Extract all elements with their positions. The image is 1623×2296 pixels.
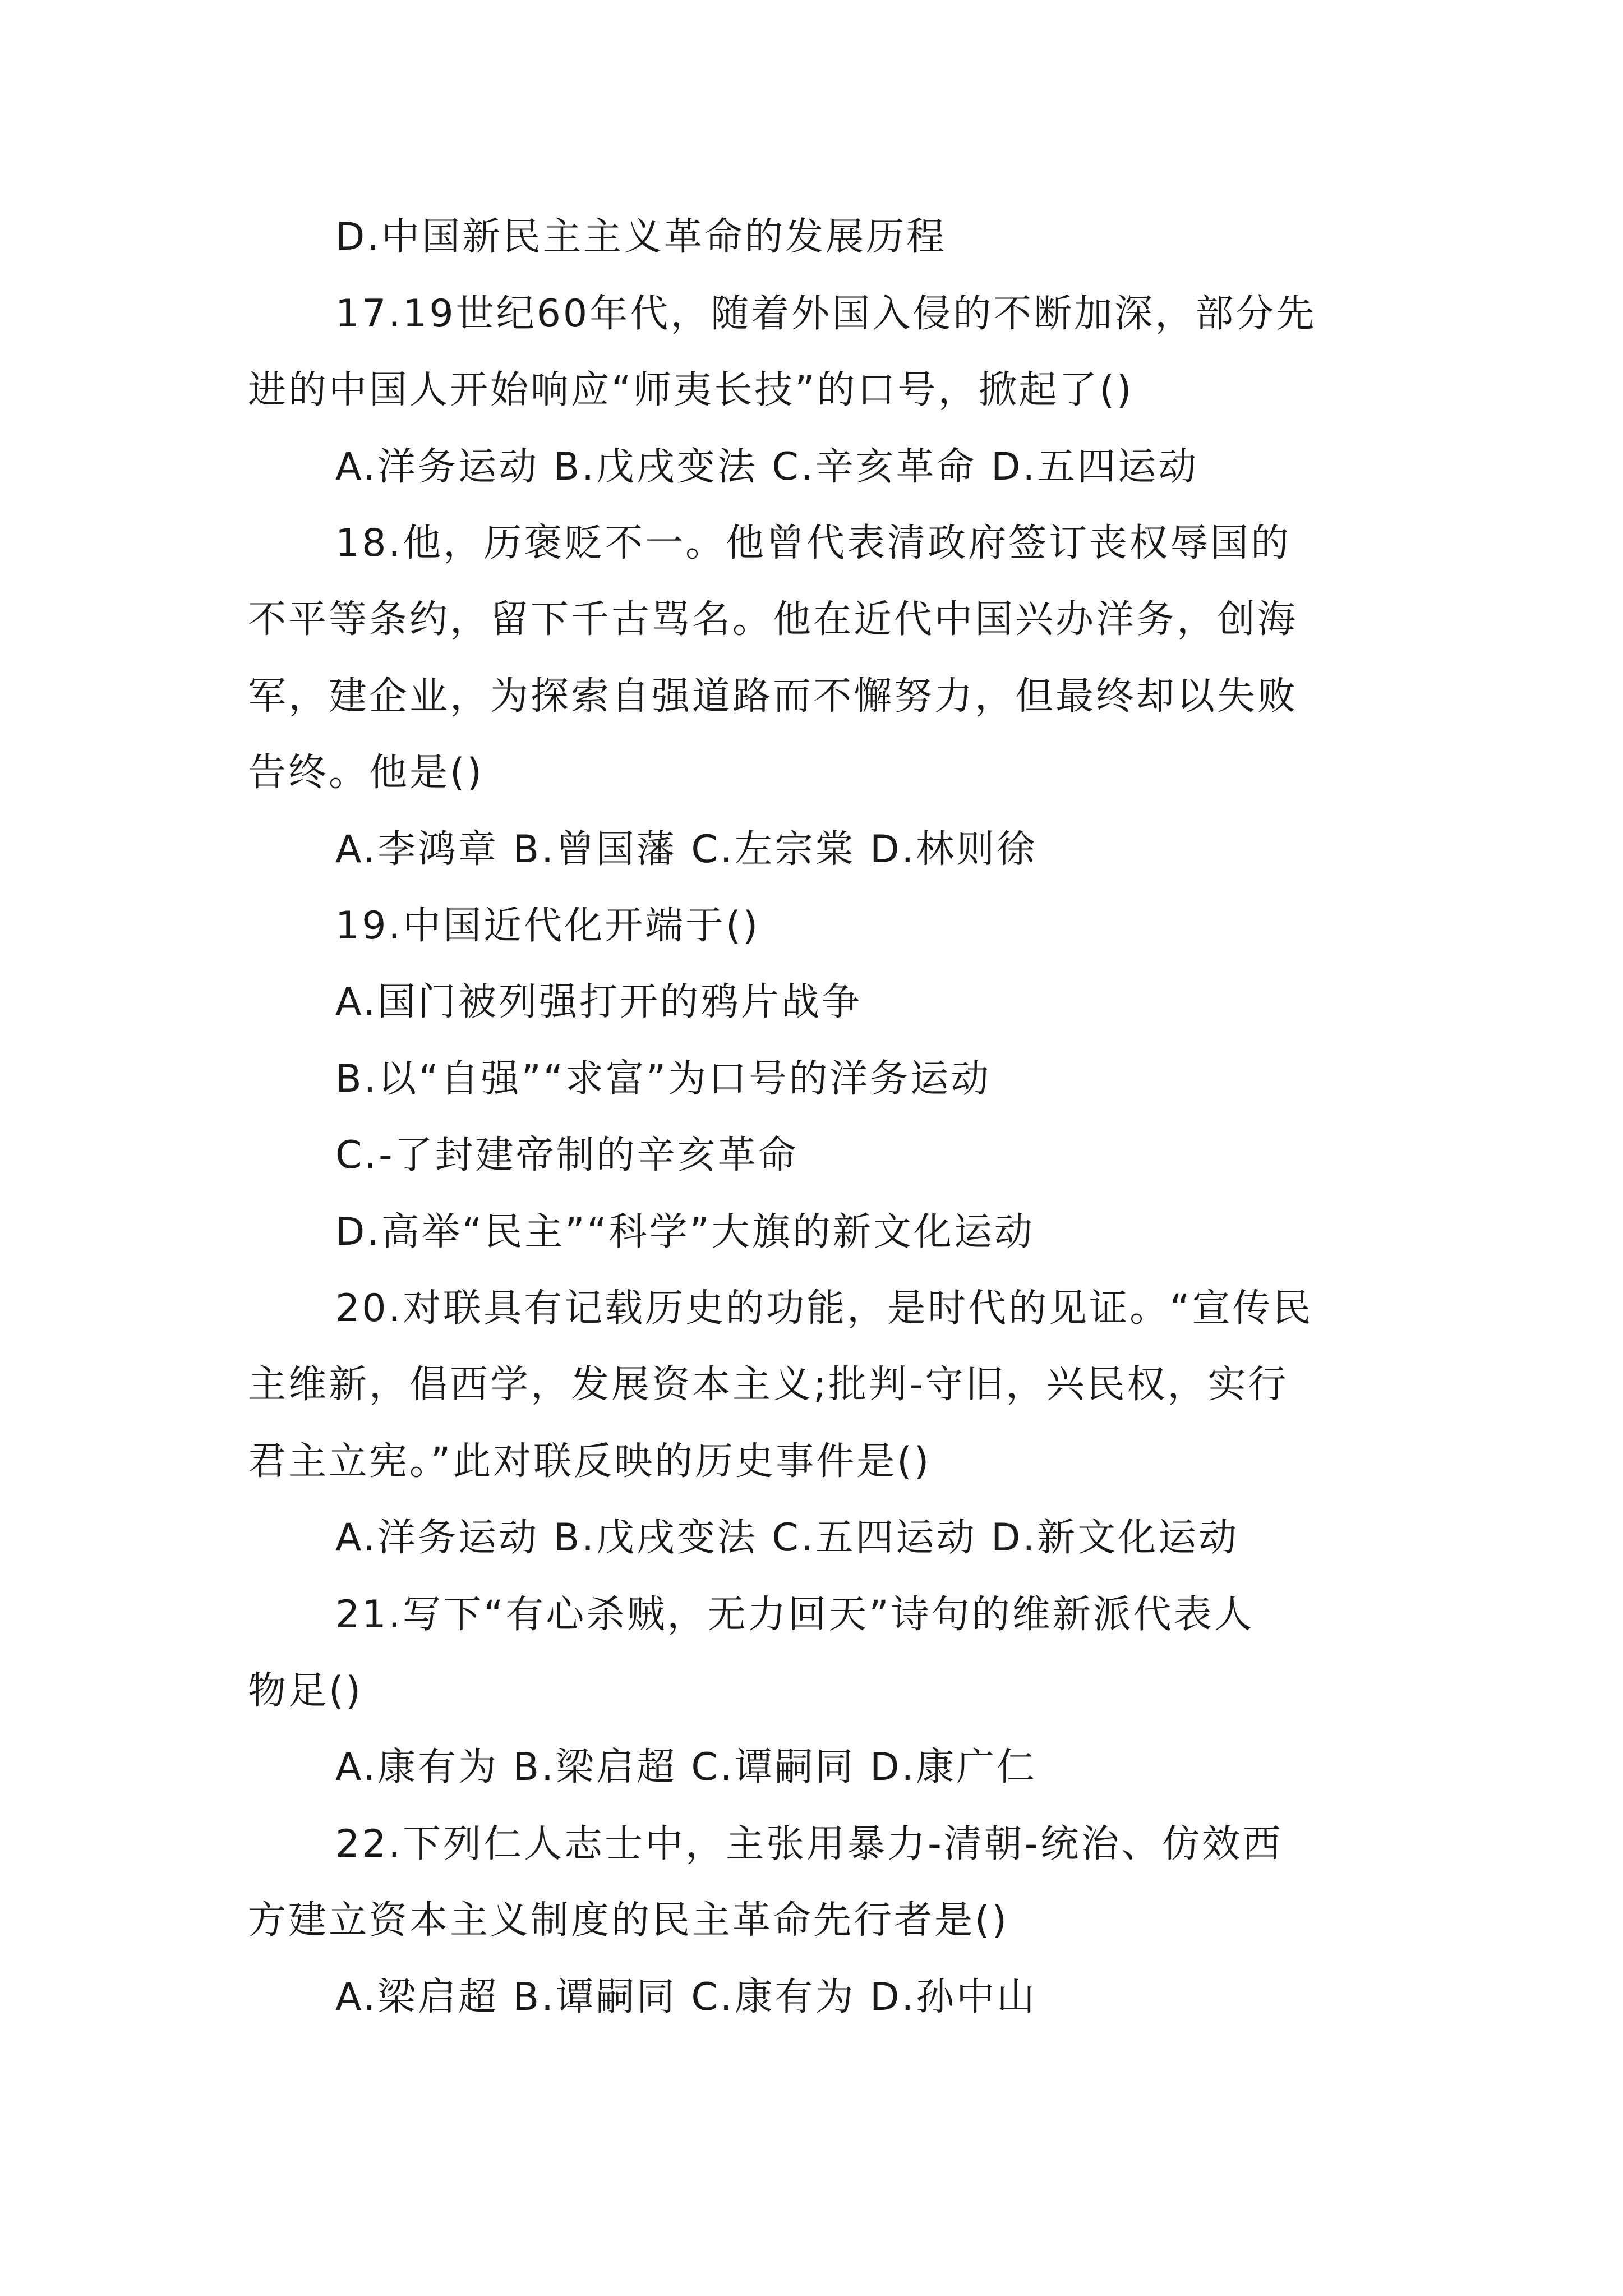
question-18-line-4: 告终。他是() <box>248 751 485 795</box>
question-17-options: A.洋务运动 B.戊戌变法 C.辛亥革命 D.五四运动 <box>335 445 1199 489</box>
question-18-line-3: 军，建企业，为探索自强道路而不懈努力，但最终却以失败 <box>248 674 1298 719</box>
question-21-options: A.康有为 B.梁启超 C.谭嗣同 D.康广仁 <box>335 1745 1038 1789</box>
question-22-line-1: 22.下列仁人志士中，主张用暴力-清朝-统治、仿效西 <box>335 1822 1283 1866</box>
question-18-options: A.李鸿章 B.曾国藩 C.左宗棠 D.林则徐 <box>335 827 1038 872</box>
question-18-line-2: 不平等条约，留下千古骂名。他在近代中国兴办洋务，创海 <box>248 597 1298 642</box>
question-21-line-2: 物足() <box>248 1669 363 1713</box>
question-17-line-2: 进的中国人开始响应“师夷长技”的口号，掀起了() <box>248 368 1134 412</box>
question-20-line-1: 20.对联具有记载历史的功能，是时代的见证。“宣传民 <box>335 1286 1313 1331</box>
question-18-line-1: 18.他，历褒贬不一。他曾代表清政府签订丧权辱国的 <box>335 521 1292 565</box>
question-20-line-3: 君主立宪。”此对联反映的历史事件是() <box>248 1439 932 1484</box>
question-19-option-d: D.高举“民主”“科学”大旗的新文化运动 <box>335 1210 1035 1254</box>
question-19-option-b: B.以“自强”“求富”为口号的洋务运动 <box>335 1057 992 1101</box>
question-22-line-2: 方建立资本主义制度的民主革命先行者是() <box>248 1898 1009 1943</box>
question-20-options: A.洋务运动 B.戊戌变法 C.五四运动 D.新文化运动 <box>335 1516 1239 1560</box>
question-19-stem: 19.中国近代化开端于() <box>335 904 760 948</box>
question-19-option-a: A.国门被列强打开的鸦片战争 <box>335 980 862 1024</box>
question-17-line-1: 17.19世纪60年代，随着外国入侵的不断加深，部分先 <box>335 292 1317 336</box>
option-line-16d: D.中国新民主主义革命的发展历程 <box>335 215 947 259</box>
question-22-options: A.梁启超 B.谭嗣同 C.康有为 D.孙中山 <box>335 1975 1038 2019</box>
question-19-option-c: C.-了封建帝制的辛亥革命 <box>335 1133 799 1177</box>
question-20-line-2: 主维新，倡西学，发展资本主义;批判-守旧，兴民权，实行 <box>248 1363 1289 1407</box>
question-21-line-1: 21.写下“有心杀贼，无力回天”诗句的维新派代表人 <box>335 1593 1255 1637</box>
